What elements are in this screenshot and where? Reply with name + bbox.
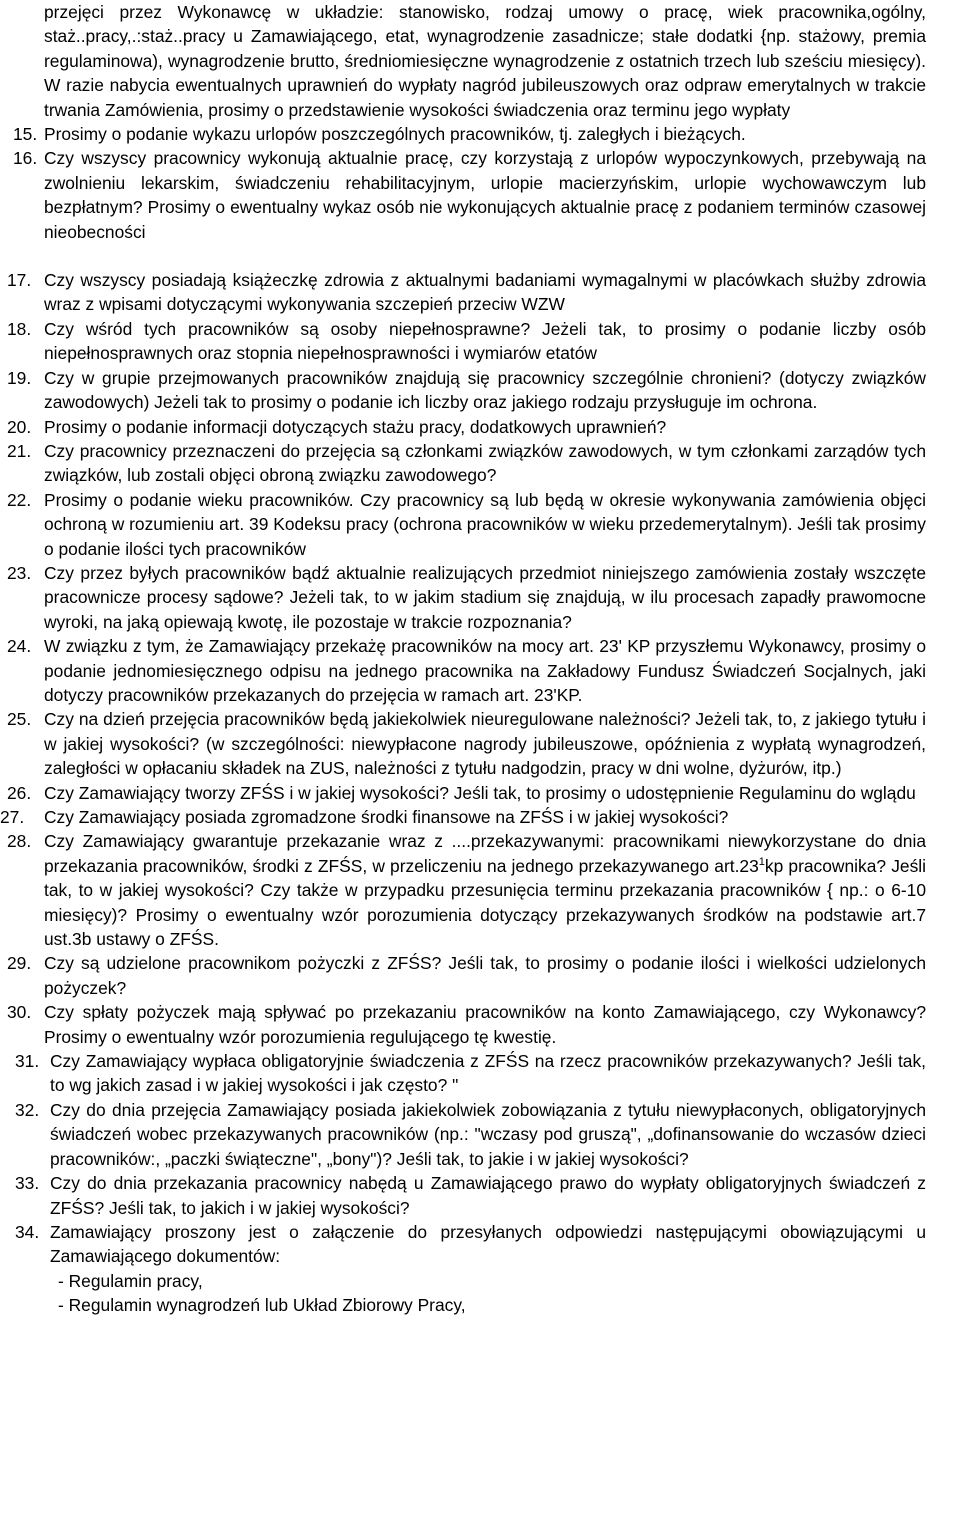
list-item-21: [0, 439, 926, 488]
list-item-18: [0, 317, 926, 366]
item-number: 16.: [13, 148, 38, 169]
item-text: Prosimy o podanie wykazu urlopów poszczególnych pracowników, tj. zaległych i bieżących.: [44, 124, 746, 145]
item-number: 23.: [7, 562, 32, 583]
list-item-17: [0, 268, 926, 317]
item-number: 34.: [15, 1221, 40, 1242]
list-item-26: [0, 781, 926, 805]
item-number: 20.: [7, 416, 32, 437]
superscript: 1: [758, 856, 765, 869]
list-item-33: [0, 1171, 926, 1220]
spacer: [0, 244, 960, 268]
item-number: 25.: [7, 709, 32, 730]
list-item-23: [0, 561, 926, 634]
item-text: Czy spłaty pożyczek mają spływać po przekazaniu pracowników na konto Zamawiającego, czy Wykonawcy? Prosimy o ewentualny wzór porozumienia regulującego tę kwestię.: [44, 1002, 926, 1047]
item-number: 18.: [7, 318, 32, 339]
item-text: Czy wszyscy pracownicy wykonują aktualnie pracę, czy korzystają z urlopów wypoczynkowych, przebywają na zwolnieniu lekarskim, świadczeniu rehabilitacyjnym, urlopie macierzyńskim, urlopie wychowawczym lub bezpłatnym? Prosimy o ewentualny wykaz osób nie wykonujących aktualnie pracę z podaniem terminów czasowej nieobecności: [44, 148, 926, 242]
item-number: 22.: [7, 489, 32, 510]
document-list-item: - Regulamin pracy,: [58, 1270, 203, 1291]
item-number: 17.: [7, 270, 32, 291]
item-text: Prosimy o podanie wieku pracowników. Czy pracownicy są lub będą w okresie wykonywania zamówienia objęci ochroną w rozumieniu art. 39 Kodeksu pracy (ochrona pracowników w wieku przedemerytalnym). Jeśli tak prosimy o podanie ilości tych pracowników: [44, 489, 926, 559]
item-number: 24.: [7, 636, 32, 657]
list-item-32: [0, 1098, 926, 1171]
item-number: 15.: [13, 124, 38, 145]
item-text: Czy Zamawiający tworzy ZFŚS i w jakiej wysokości? Jeśli tak, to prosimy o udostępnienie Regulaminu do wglądu: [44, 782, 916, 803]
list-item-28: [0, 829, 926, 951]
item-text: W związku z tym, że Zamawiający przekażę pracowników na mocy art. 23' KP przyszłemu Wykonawcy, prosimy o podanie jednomiesięcznego odpisu na jednego pracownika na Zakładowy Fundusz Świadczeń Socjalnych, jaki dotyczy pracowników przekazanych do przejęcia w ramach art. 23'KP.: [44, 636, 926, 705]
list-item-19: [0, 366, 926, 415]
item-text: Czy Zamawiający wypłaca obligatoryjnie świadczenia z ZFŚS na rzecz pracowników przekazywanych? Jeśli tak, to wg jakich zasad i w jakiej wysokości i jak często? ": [50, 1051, 926, 1096]
list-item-31: [0, 1049, 926, 1098]
item-number: 27.: [0, 807, 25, 827]
item-text: Czy do dnia przekazania pracownicy nabędą u Zamawiającego prawo do wypłaty obligatoryjnych świadczeń z ZFŚS? Jeśli tak, to jakich i w jakiej wysokości?: [50, 1173, 926, 1218]
item-number: 21.: [7, 440, 32, 461]
list-item-16: [0, 146, 926, 244]
item-text: Czy wszyscy posiadają książeczkę zdrowia z aktualnymi badaniami wymagalnymi w placówkach służby zdrowia wraz z wpisami dotyczącymi wykonywania szczepień przeciw WZW: [44, 270, 926, 315]
item-text: Czy do dnia przejęcia Zamawiający posiada jakiekolwiek zobowiązania z tytułu niewypłaconych, obligatoryjnych świadczeń wobec przekazywanych pracowników (np.: "wczasy pod gruszą", „dofinansowanie do wczasów dzieci pracowników:, „paczki świąteczne", „bony")? Jeśli tak, to jakie i w jakiej wysokości?: [50, 1099, 926, 1169]
intro-paragraph: przejęci przez Wykonawcę w układzie: stanowisko, rodzaj umowy o pracę, wiek pracownika,ogólny, staż..pracy,.:staż..pracy u Zamawiającego, etat, wynagrodzenie zasadnicze; stałe dodatki {np. stażowy, premia regulaminowa), wynagrodzenie brutto, średniomiesięczne wynagrodzenie z ostatnich trzech lub sześciu miesięcy). W razie nabycia ewentualnych uprawnień do wypłaty nagród jubileuszowych oraz odpraw emerytalnych w trakcie trwania Zamówienia, prosimy o przedstawienie wysokości świadczenia oraz terminu jego wypłaty: [44, 2, 926, 120]
list-item-24: [0, 634, 926, 707]
document-list-item: - Regulamin wynagrodzeń lub Układ Zbiorowy Pracy,: [58, 1295, 466, 1316]
item-text-part-b: kp pracownika? Jeśli tak, to w jakiej wysokości? Czy także w przypadku przesunięcia terminu przekazania pracowników { np.: o 6-10 miesięcy)? Prosimy o ewentualny wzór porozumienia dotyczący przekazywanych środków na podstawie art.7 ust.3b ustawy o ZFŚS.: [44, 855, 926, 950]
list-item-34: [0, 1220, 926, 1269]
item-number: 28.: [7, 831, 32, 852]
item-number: 33.: [15, 1173, 40, 1194]
item-text: Czy przez byłych pracowników bądź aktualnie realizujących przedmiot niniejszego zamówienia zostały wszczęte pracownicze procesy sądowe? Jeżeli tak, to w jakim stadium się znajdują, w ilu procesach zapadły prawomocne wyroki, na jaką opiewają kwotę, ile pozostaje w trakcie rozpoznania?: [44, 562, 926, 632]
item-number: 32.: [15, 1099, 40, 1120]
item-text: Czy są udzielone pracownikom pożyczki z ZFŚS? Jeśli tak, to prosimy o podanie ilości i wielkości udzielonych pożyczek?: [44, 953, 926, 998]
item-number: 31.: [15, 1051, 40, 1072]
item-number: 26.: [7, 782, 32, 803]
list-item-29: [0, 951, 926, 1000]
list-item-15: [0, 122, 926, 146]
item-text: Czy w grupie przejmowanych pracowników znajdują się pracownicy szczególnie chronieni? (dotyczy związków zawodowych) Jeżeli tak to prosimy o podanie ich liczby oraz jakiego rodzaju przysługuje im ochrona.: [44, 367, 926, 413]
item-text: Czy na dzień przejęcia pracowników będą jakiekolwiek nieuregulowane należności? Jeżeli tak, to, z jakiego tytułu i w jakiej wysokości? (w szczególności: niewypłacone nagrody jubileuszowe, opóźnienia z wypłatą wynagrodzeń, zaległości w opłacaniu składek na ZUS, należności z tytułu nadgodzin, pracy w dni wolne, dyżurów, itp.): [44, 709, 926, 779]
item-text: Czy Zamawiający posiada zgromadzone środki finansowe na ZFŚS i w jakiej wysokości?: [44, 807, 729, 827]
list-item-30: [0, 1000, 926, 1049]
item-number: 30.: [7, 1002, 32, 1023]
item-number: 29.: [7, 953, 32, 974]
item-text: Czy wśród tych pracowników są osoby niepełnosprawne? Jeżeli tak, to prosimy o podanie liczby osób niepełnosprawnych oraz stopnia niepełnosprawności i wymiarów etatów: [44, 318, 926, 364]
item-text-part-a: Czy Zamawiający gwarantuje przekazanie wraz z ....przekazywanymi: pracownikami niewykorzystane do dnia przekazania pracowników, środki z ZFŚS, w przeliczeniu na jednego przekazywanego art.23: [44, 831, 926, 876]
item-number: 19.: [7, 367, 32, 388]
list-item-27: [0, 805, 926, 829]
list-item-20: [0, 415, 926, 439]
list-item-25: [0, 707, 926, 780]
list-item-22: [0, 488, 926, 561]
item-text: Zamawiający proszony jest o załączenie do przesyłanych odpowiedzi następującymi obowiązującymi u Zamawiającego dokumentów:: [50, 1221, 926, 1267]
item-text: Czy pracownicy przeznaczeni do przejęcia są członkami związków zawodowych, w tym członkami zarządów tych związków, lub zostali objęci obroną związku zawodowego?: [44, 440, 926, 486]
item-text: [44, 829, 926, 951]
item-text: Prosimy o podanie informacji dotyczących stażu pracy, dodatkowych uprawnień?: [44, 416, 667, 437]
